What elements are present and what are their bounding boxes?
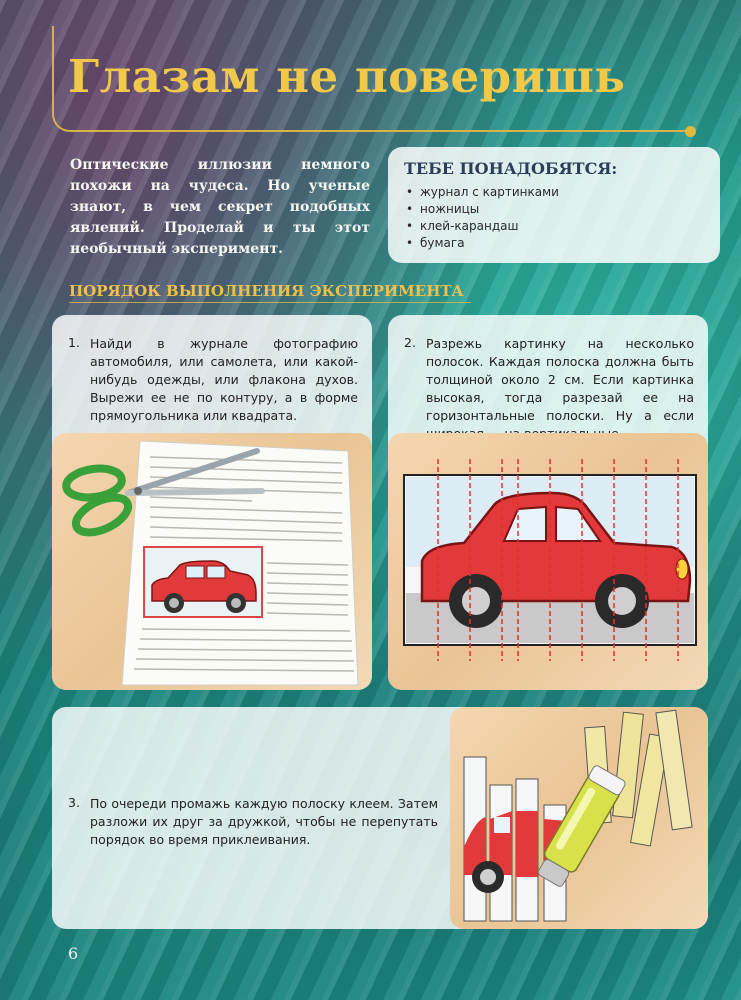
procedure-divider	[69, 302, 471, 303]
title-dot	[685, 126, 696, 137]
page-number: 6	[68, 944, 79, 963]
step-1-text: Найди в журнале фотографию автомобиля, или самолета, или какой-нибудь одежды, или флакона духов. Вырежи ее не по контуру, а в форме прямоугольника или квадрата.	[90, 336, 358, 423]
step-1-number: 1.	[68, 335, 80, 350]
intro-text: Оптические иллюзии немного похожи на чудеса. Но ученые знают, в чем секрет подобных явлений. Проделай и ты этот необычный эксперимент.	[70, 157, 370, 257]
step-3-illustration	[450, 707, 708, 929]
materials-box	[388, 147, 720, 263]
procedure-title: ПОРЯДОК ВЫПОЛНЕНИЯ ЭКСПЕРИМЕНТА	[69, 282, 464, 300]
materials-list	[404, 184, 704, 252]
materials-item: • ножницы	[404, 201, 704, 218]
materials-item: • журнал с картинками	[404, 184, 704, 201]
step-1-panel	[52, 315, 372, 690]
striped-car-drawing	[388, 433, 708, 690]
step-2-illustration	[388, 433, 708, 690]
step-3-number: 3.	[68, 795, 80, 810]
materials-item: • клей-карандаш	[404, 218, 704, 235]
page-title: Глазам не поверишь	[68, 50, 626, 103]
step-2-text: Разрежь картинку на несколько полосок. Каждая полоска должна быть толщиной около 2 см. Если картинка высокая, тогда разрезай ее на горизонтальные полоски. Ну а если	[426, 336, 694, 423]
step-2-number: 2.	[404, 335, 416, 350]
materials-item: • бумага	[404, 235, 704, 252]
glue-strips-drawing	[450, 707, 708, 929]
step-2-panel	[388, 315, 708, 690]
step-1-illustration	[52, 433, 372, 690]
step-3-panel	[52, 707, 708, 929]
magazine-scissors-drawing	[52, 433, 372, 690]
materials-title: ТЕБЕ ПОНАДОБЯТСЯ:	[404, 159, 618, 178]
step-3-text: По очереди промажь каждую полоску клеем. Затем разложи их друг за дружкой, чтобы не перепутать порядок во время приклеивания.	[90, 796, 438, 847]
